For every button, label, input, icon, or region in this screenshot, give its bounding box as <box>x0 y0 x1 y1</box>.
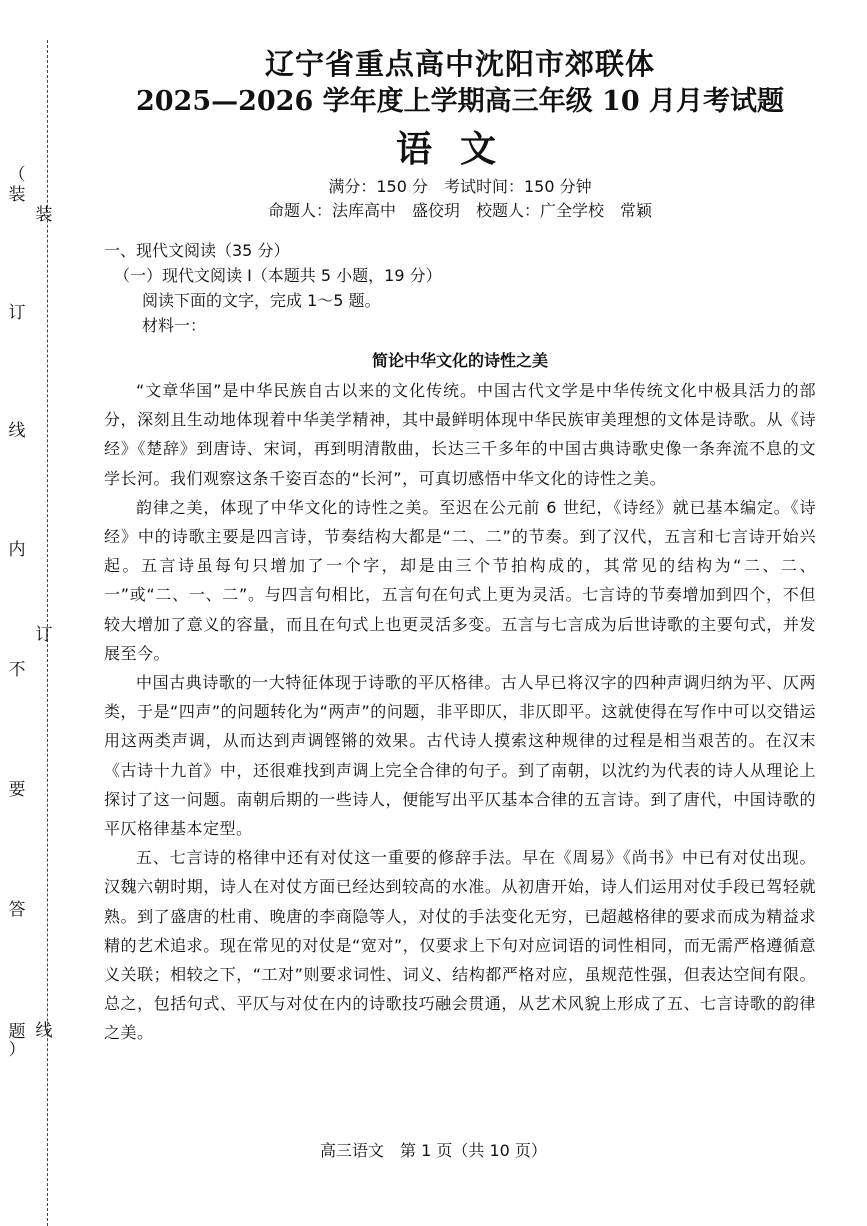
binding-margin-mid <box>34 200 54 1060</box>
binding-char: 线 <box>8 421 26 441</box>
binding-char: 订 <box>8 303 26 323</box>
binding-char: 要 <box>8 780 26 800</box>
school-title: 辽宁省重点高中沈阳市郊联体 <box>264 47 655 81</box>
exam-header <box>100 45 820 223</box>
article-paragraph: “文章华国”是中华民族自古以来的文化传统。中国古代文学是中华传统文化中极具活力的部分，深刻且生动地体现着中华美学精神，其中最鲜明体现中华民族审美理想的文体是诗歌。从《诗经》《楚辞》到唐诗、宋词，再到明清散曲，长达三千多年的中国古典诗歌史像一条奔流不息的文学长河。我们观察这条千姿百态的“长河”，可真切感悟中华文化的诗性之美。 <box>104 381 816 488</box>
binding-margin-left <box>6 150 28 1060</box>
material-label: 材料一： <box>142 316 207 335</box>
subsection-heading: （一）现代文阅读 I（本题共 5 小题，19 分） <box>114 266 442 285</box>
section-heading: 一、现代文阅读（35 分） <box>104 241 290 260</box>
binding-char: 内 <box>8 540 26 560</box>
binding-char: 订 <box>35 625 53 645</box>
binding-char: 装 <box>35 205 53 225</box>
exam-content <box>104 238 816 1048</box>
article-title: 简论中华文化的诗性之美 <box>371 351 548 370</box>
authors-line: 命题人：法库高中 盛佼玥 校题人：广全学校 常颖 <box>267 201 652 220</box>
binding-char: 线 <box>35 1021 53 1041</box>
binding-char: 题 <box>8 1022 26 1042</box>
binding-char: 装 <box>8 185 26 205</box>
exam-title: 2025—2026 学年度上学期高三年级 10 月月考试题 <box>135 86 785 117</box>
binding-char: ） <box>8 1040 26 1060</box>
page-footer: 高三语文 第 1 页（共 10 页） <box>320 1141 547 1160</box>
binding-char: 答 <box>8 900 26 920</box>
score-time-line: 满分：150 分 考试时间：150 分钟 <box>328 177 592 196</box>
binding-char: （ <box>8 165 26 185</box>
binding-char: 不 <box>8 660 26 680</box>
instruction-line: 阅读下面的文字，完成 1～5 题。 <box>142 291 381 310</box>
article-paragraph: 韵律之美，体现了中华文化的诗性之美。至迟在公元前 6 世纪，《诗经》就已基本编定。《诗经》中的诗歌主要是四言诗，节奏结构大都是“二、二”的节奏。到了汉代，五言和七言诗开始兴起。五言诗虽每句只增加了一个字，却是由三个节拍构成的，其常见的结构为“二、二、一”或“二、一、二”。与四言句相比，五言句在句式上更为灵活。七言诗的节奏增加到四个，不但较大增加了意义的容量，而且在句式上也更灵活多变。五言与七言成为后世诗歌的主要句式，并发展至今。 <box>104 497 816 663</box>
subject-title: 语文 <box>395 128 524 170</box>
article-paragraph: 五、七言诗的格律中还有对仗这一重要的修辞手法。早在《周易》《尚书》中已有对仗出现。汉魏六朝时期，诗人在对仗方面已经达到较高的水准。从初唐开始，诗人们运用对仗手段已驾轻就熟。到了盛唐的杜甫、晚唐的李商隐等人，对仗的手法变化无穷，已超越格律的要求而成为精益求精的艺术追求。现在常见的对仗是“宽对”，仅要求上下句对应词语的词性相同，而无需严格遵循意义关联；相较之下，“工对”则要求词性、词义、结构都严格对应，虽规范性强，但表达空间有限。总之，包括句式、平仄与对仗在内的诗歌技巧融会贯通，从艺术风貌上形成了五、七言诗歌的韵律之美。 <box>104 848 816 1043</box>
article-paragraph: 中国古典诗歌的一大特征体现于诗歌的平仄格律。古人早已将汉字的四种声调归纳为平、仄两类，于是“四声”的问题转化为“两声”的问题，非平即仄，非仄即平。这就使得在写作中可以交错运用这两类声调，从而达到声调铿锵的效果。古代诗人摸索这种规律的过程是相当艰苦的。在汉末《古诗十九首》中，还很难找到声调上完全合律的句子。到了南朝，以沈约为代表的诗人从理论上探讨了这一问题。南朝后期的一些诗人，便能写出平仄基本合律的五言诗。到了唐代，中国诗歌的平仄格律基本定型。 <box>104 673 816 839</box>
